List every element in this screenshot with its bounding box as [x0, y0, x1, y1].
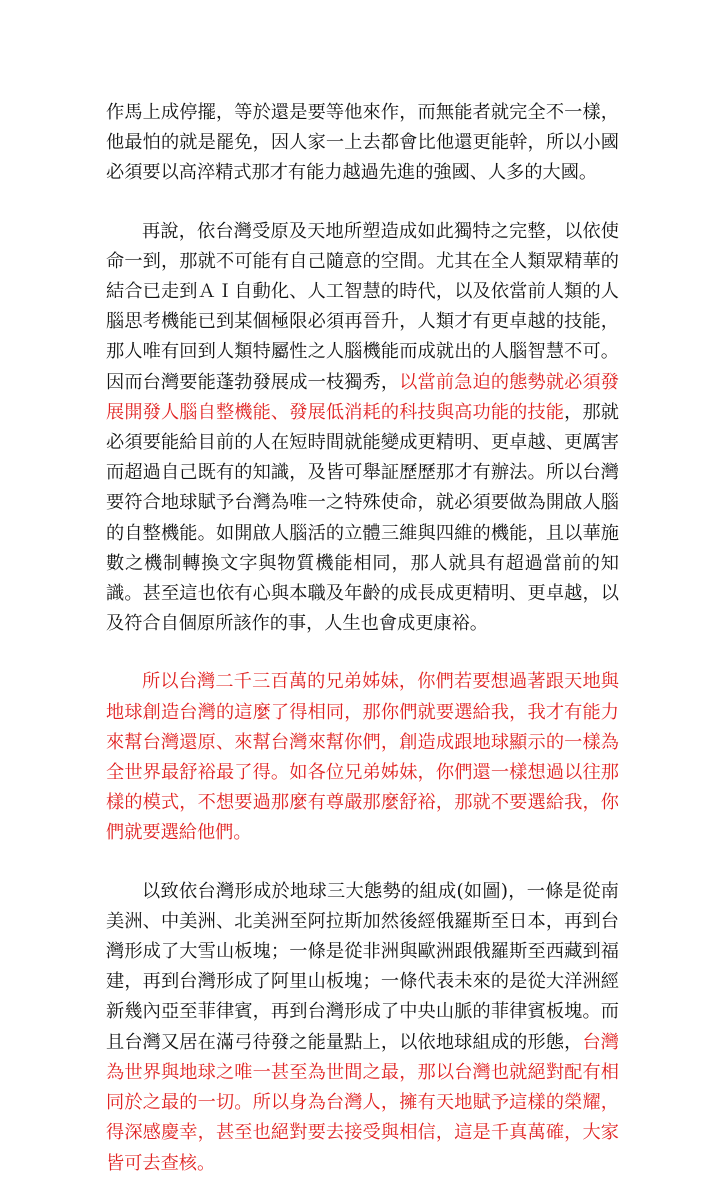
- paragraph-2-text-b: ，那就必須要能給目前的人在短時間就能變成更精明、更卓越、更厲害而超過自己既有的知識，及皆可舉証歷歷那才有辦法。所以台灣要符合地球賦予台灣為唯一之特殊使命，就必須要做為開啟人腦的自整機能。如開啟人腦活的立體三維與四維的機能，且以華施數之機制轉換文字與物質機能相同，那人就具有超過當前的知識。甚至這也依有心與本職及年齡的成長成更精明、更卓越，以及符合自個原所該作的事，人生也會成更康裕。: [106, 401, 619, 635]
- paragraph-3-emphasis: 所以台灣二千三百萬的兄弟姊妹，你們若要想過著跟天地與地球創造台灣的這麼了得相同，那你們就要選給我，我才有能力來幫台灣還原、來幫台灣來幫你們，創造成跟地球顯示的一樣為全世界最舒裕最了得。如各位兄弟姊妹，你們還一樣想過以往那樣的模式，不想要過那麼有尊嚴那麼舒裕，那就不要選給我，你們就要選給他們。: [106, 671, 619, 844]
- paragraph-1-text: 作馬上成停擺，等於還是要等他來作，而無能者就完全不一樣，他最怕的就是罷免，因人家一上去都會比他還更能幹，所以小國必須要以高淬精式那才有能力越過先進的強國、人多的大國。: [106, 102, 619, 184]
- paragraph-4-emphasis: 台灣為世界與地球之唯一甚至為世間之最，那以台灣也就絕對配有相同於之最的一切。所以身為台灣人，擁有天地賦予這樣的榮耀，得深感慶幸，甚至也絕對要去接受與相信，這是千真萬確，大家皆可去查核。: [106, 1031, 619, 1174]
- paragraph-2-emphasis: 以當前急迫的態勢就必須發展開發人腦自整機能、發展低消耗的科技與高功能的技能: [106, 371, 619, 423]
- paragraph-3: [106, 667, 619, 848]
- paragraph-4-text: 以致依台灣形成於地球三大態勢的組成(如圖)，一條是從南美洲、中美洲、北美洲至阿拉斯加然後經俄羅斯至日本，再到台灣形成了大雪山板塊；一條是從非洲與歐洲跟俄羅斯至西藏到福建，再到台灣形成了阿里山板塊；一條代表未來的是從大洋洲經新幾內亞至菲律賓，再到台灣形成了中央山脈的菲律賓板塊。而且台灣又居在滿弓待發之能量點上，以依地球組成的形態，: [106, 880, 619, 1053]
- paragraph-2-text-a: 再說，依台灣受原及天地所塑造成如此獨特之完整，以依使命一到，那就不可能有自己隨意的空間。尤其在全人類眾精華的結合已走到ＡＩ自動化、人工智慧的時代，以及依當前人類的人腦思考機能已到某個極限必須再晉升，人類才有更卓越的技能，那人唯有回到人類特屬性之人腦機能而成就出的人腦智慧不可。因而台灣要能蓬勃發展成一枝獨秀，: [106, 220, 619, 393]
- paragraph-2: [106, 217, 619, 640]
- paragraph-1: [106, 98, 619, 189]
- paragraph-4: [106, 877, 619, 1179]
